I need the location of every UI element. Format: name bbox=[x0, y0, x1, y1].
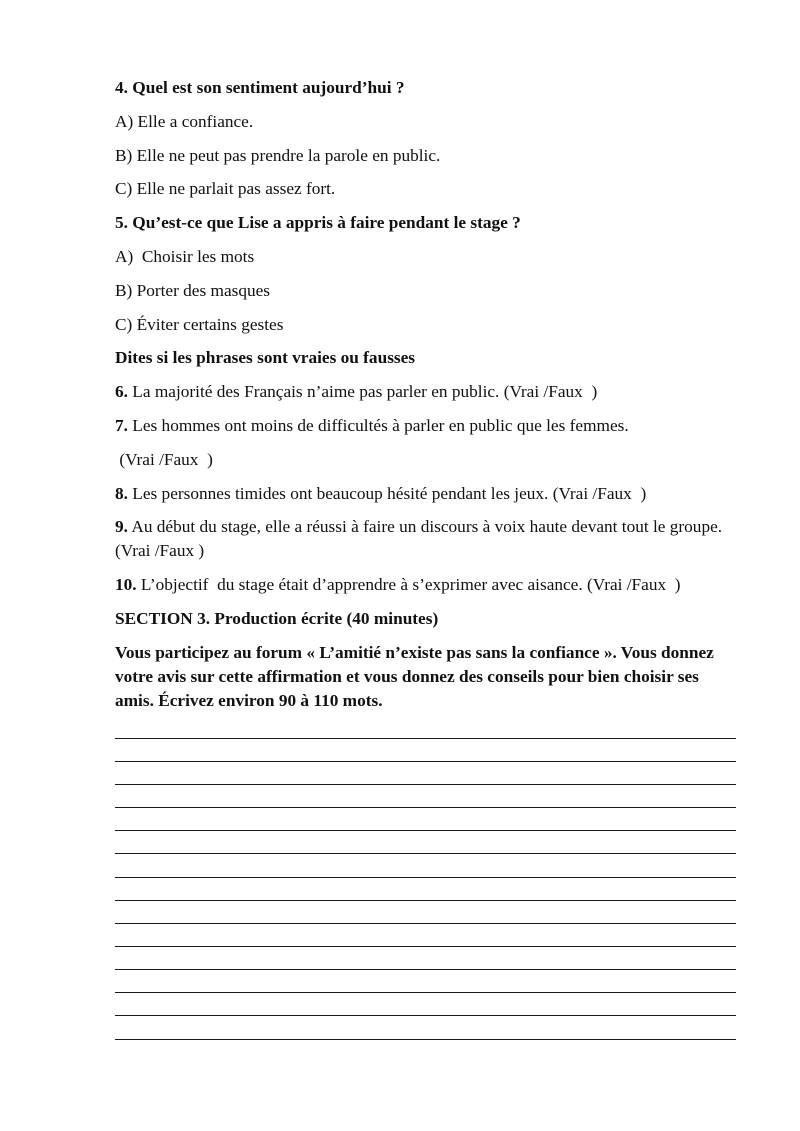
statement-9 bbox=[115, 515, 737, 563]
writing-line bbox=[115, 761, 736, 762]
writing-line bbox=[115, 1015, 736, 1016]
question-5-option-b: B) Porter des masques bbox=[115, 281, 271, 300]
true-false-heading: Dites si les phrases sont vraies ou fausses bbox=[115, 348, 416, 367]
section-3-title: SECTION 3. Production écrite (40 minutes) bbox=[115, 609, 439, 628]
question-5-title: 5. Qu’est-ce que Lise a appris à faire pendant le stage ? bbox=[115, 213, 521, 232]
statement-number: 9. bbox=[115, 517, 128, 536]
writing-line bbox=[115, 992, 736, 993]
statement-6 bbox=[115, 380, 597, 404]
writing-line bbox=[115, 738, 736, 739]
statement-10 bbox=[115, 573, 681, 597]
statement-number: 7. bbox=[115, 416, 128, 435]
question-4-option-c: C) Elle ne parlait pas assez fort. bbox=[115, 179, 336, 198]
statement-text: L’objectif du stage était d’apprendre à s’exprimer avec aisance. (Vrai /Faux ) bbox=[136, 575, 681, 594]
statement-text: Les personnes timides ont beaucoup hésité pendant les jeux. (Vrai /Faux ) bbox=[127, 484, 647, 503]
writing-line bbox=[115, 807, 736, 808]
statement-text: La majorité des Français n’aime pas parler en public. (Vrai /Faux ) bbox=[127, 382, 598, 401]
writing-line bbox=[115, 784, 736, 785]
statement-text: Au début du stage, elle a réussi à faire un discours à voix haute devant tout le groupe. (Vrai /Faux ) bbox=[115, 517, 723, 560]
writing-line bbox=[115, 969, 736, 970]
question-5-option-c: C) Éviter certains gestes bbox=[115, 315, 284, 334]
writing-line bbox=[115, 946, 736, 947]
statement-number: 6. bbox=[115, 382, 128, 401]
writing-line bbox=[115, 853, 736, 854]
writing-line bbox=[115, 877, 736, 878]
question-4-title: 4. Quel est son sentiment aujourd’hui ? bbox=[115, 78, 405, 97]
statement-number: 8. bbox=[115, 484, 128, 503]
statement-number: 10. bbox=[115, 575, 137, 594]
writing-line bbox=[115, 1039, 736, 1040]
question-4-option-b: B) Elle ne peut pas prendre la parole en public. bbox=[115, 146, 441, 165]
statement-8 bbox=[115, 482, 646, 506]
statement-7-answer bbox=[115, 448, 213, 472]
question-4-option-a: A) Elle a confiance. bbox=[115, 112, 254, 131]
writing-line bbox=[115, 830, 736, 831]
question-5-option-a: A) Choisir les mots bbox=[115, 247, 255, 266]
writing-line bbox=[115, 900, 736, 901]
statement-text: (Vrai /Faux ) bbox=[115, 450, 213, 469]
writing-prompt: Vous participez au forum « L’amitié n’existe pas sans la confiance ». Vous donnez votre avis sur cette affirmation et vous donnez des conseils pour bien choisir ses amis. Écrivez environ 90 à 110 mots. bbox=[115, 643, 714, 710]
statement-text: Les hommes ont moins de difficultés à parler en public que les femmes. bbox=[127, 416, 629, 435]
writing-line bbox=[115, 923, 736, 924]
statement-7 bbox=[115, 414, 629, 438]
